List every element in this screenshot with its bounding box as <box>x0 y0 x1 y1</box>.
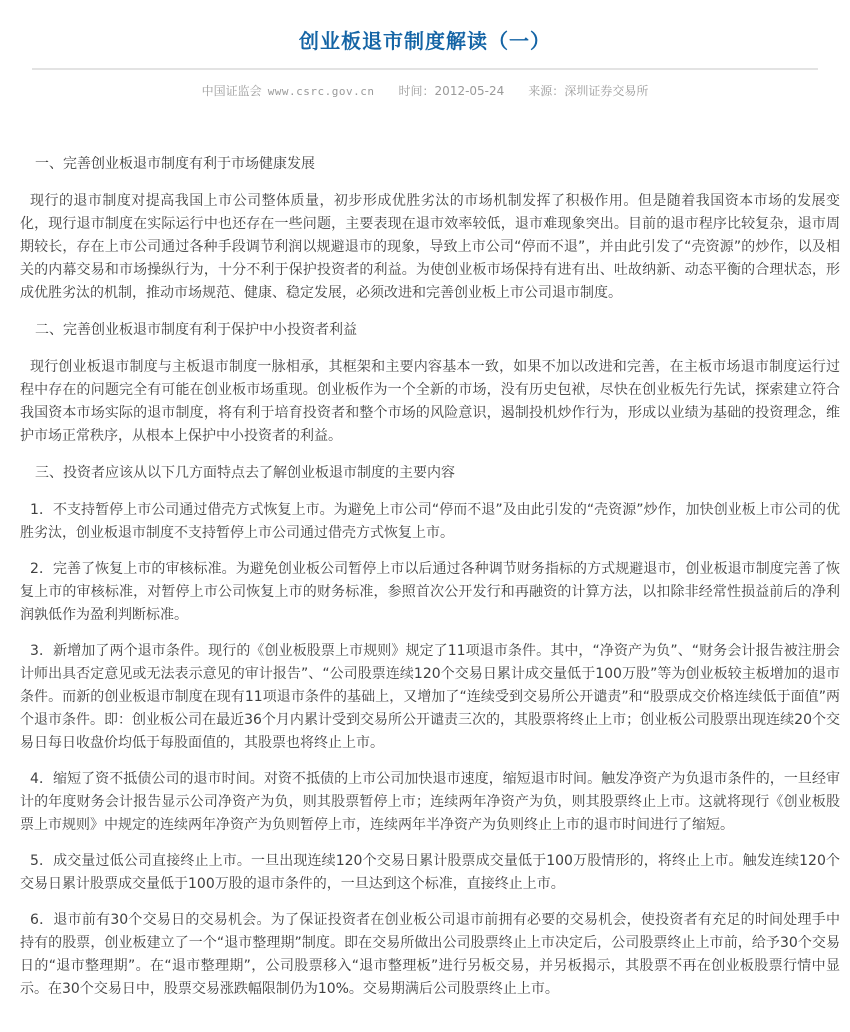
section3-item-2: 2．完善了恢复上市的审核标准。为避免创业板公司暂停上市以后通过各种调节财务指标的方式规避退市，创业板退市制度完善了恢复上市的审核标准，对暂停上市公司恢复上市的财务标准，参照首次公开发行和再融资的计算方法，以扣除非经常性损益前后的净利润孰低作为盈利判断标准。 <box>20 560 840 623</box>
meta-origin-label: 来源： <box>528 83 565 98</box>
section3-item-3: 3．新增加了两个退市条件。现行的《创业板股票上市规则》规定了11项退市条件。其中，“净资产为负”、“财务会计报告被注册会计师出具否定意见或无法表示意见的审计报告”、“公司股票连续120个交易日累计成交量低于100万股”等为创业板较主板增加的退市条件。而新的创业板退市制度在现有11项退市条件的基础上，又增加了“连续受到交易所公开谴责”和“股票成交价格连续低于面值”两个退市条件。即：创业板公司在最近36个月内累计受到交易所公开谴责三次的，其股票将终止上市；创业板公司股票出现连续20个交易日每日收盘价均低于每股面值的，其股票也将终止上市。 <box>20 642 840 751</box>
meta-time-value: 2012-05-24 <box>434 83 505 98</box>
section3-item-5: 5．成交量过低公司直接终止上市。一旦出现连续120个交易日累计股票成交量低于100万股情形的，将终止上市。触发连续120个交易日累计股票成交量低于100万股的退市条件的，一旦达到这个标准，直接终止上市。 <box>20 852 840 892</box>
meta-source-site: 中国证监会 <box>201 83 262 98</box>
section2-heading: 二、完善创业板退市制度有利于保护中小投资者利益 <box>35 321 357 338</box>
section1-paragraph: 现行的退市制度对提高我国上市公司整体质量，初步形成优胜劣汰的市场机制发挥了积极作用。但是随着我国资本市场的发展变化，现行退市制度在实际运行中也还存在一些问题，主要表现在退市效率较低，退市难现象突出。目前的退市程序比较复杂，退市周期较长，存在上市公司通过各种手段调节利润以规避退市的现象，导致上市公司“停而不退”，并由此引发了“壳资源”的炒作，以及相关的内幕交易和市场操纵行为，十分不利于保护投资者的利益。为使创业板市场保持有进有出、吐故纳新、动态平衡的合理状态，形成优胜劣汰的机制，推动市场规范、健康、稳定发展，必须改进和完善创业板上市公司退市制度。 <box>20 192 840 301</box>
article-page <box>0 13 850 1031</box>
section3-item-1: 1．不支持暂停上市公司通过借壳方式恢复上市。为避免上市公司“停而不退”及由此引发的“壳资源”炒作，加快创业板上市公司的优胜劣汰，创业板退市制度不支持暂停上市公司通过借壳方式恢复上市。 <box>20 501 840 541</box>
section3-item-4: 4．缩短了资不抵债公司的退市时间。对资不抵债的上市公司加快退市速度，缩短退市时间。触发净资产为负退市条件的，一旦经审计的年度财务会计报告显示公司净资产为负，则其股票暂停上市；连续两年净资产为负，则其股票终止上市。这就将现行《创业板股票上市规则》中规定的连续两年净资产为负则暂停上市，连续两年半净资产为负则终止上市的退市时间进行了缩短。 <box>20 770 840 833</box>
meta-source-url: www.csrc.gov.cn <box>267 84 375 98</box>
title-divider <box>32 68 818 70</box>
section3-heading: 三、投资者应该从以下几方面特点去了解创业板退市制度的主要内容 <box>35 464 455 481</box>
section3-item-6: 6．退市前有30个交易日的交易机会。为了保证投资者在创业板公司退市前拥有必要的交易机会，使投资者有充足的时间处理手中持有的股票，创业板建立了一个“退市整理期”制度。即在交易所做出公司股票终止上市决定后，公司股票终止上市前，给予30个交易日的“退市整理期”。在“退市整理期”，公司股票移入“退市整理板”进行另板交易，并另板揭示，其股票不再在创业板股票行情中显示。在30个交易日中，股票交易涨跌幅限制仍为10%。交易期满后公司股票终止上市。 <box>20 911 840 997</box>
meta-origin-value: 深圳证券交易所 <box>564 83 649 98</box>
article-meta <box>0 82 850 99</box>
page-title: 创业板退市制度解读（一） <box>299 29 551 54</box>
article-body <box>0 99 850 1032</box>
section1-heading: 一、完善创业板退市制度有利于市场健康发展 <box>35 155 315 172</box>
meta-time-label: 时间： <box>398 83 435 98</box>
section2-paragraph: 现行创业板退市制度与主板退市制度一脉相承，其框架和主要内容基本一致，如果不加以改进和完善，在主板市场退市制度运行过程中存在的问题完全有可能在创业板市场重现。创业板作为一个全新的市场，没有历史包袱，尽快在创业板先行先试，探索建立符合我国资本市场实际的退市制度，将有利于培育投资者和整个市场的风险意识，遏制投机炒作行为，形成以业绩为基础的投资理念，维护市场正常秩序，从根本上保护中小投资者的利益。 <box>20 358 840 444</box>
